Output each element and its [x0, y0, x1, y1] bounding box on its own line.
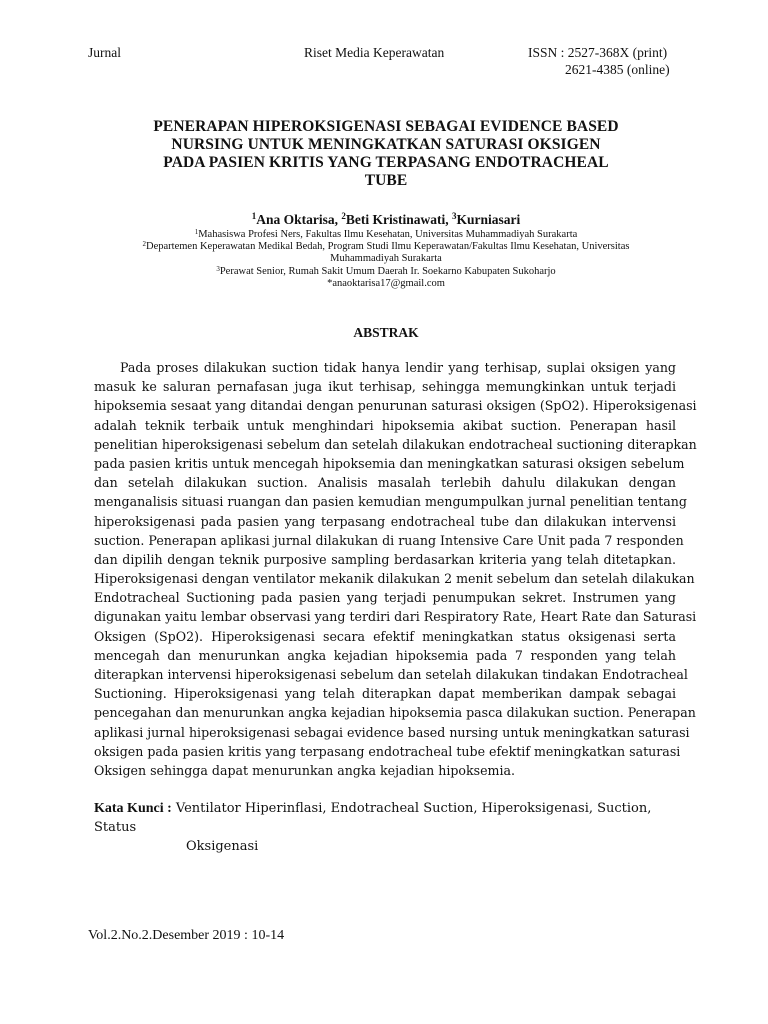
- title-line: PENERAPAN HIPEROKSIGENASI SEBAGAI EVIDENCE BASED: [153, 118, 619, 135]
- affil-text: Mahasiswa Profesi Ners, Fakultas Ilmu Kesehatan, Universitas Muhammadiyah Surakarta: [198, 229, 578, 240]
- header-journal-label: Jurnal: [88, 45, 121, 60]
- abstract-heading: ABSTRAK: [353, 325, 419, 340]
- corresponding-email: *anaoktarisa17@gmail.com: [327, 277, 445, 289]
- affiliation-1: [88, 229, 684, 241]
- author-name: Ana Oktarisa,: [256, 212, 342, 227]
- abstract-line: Hiperoksigenasi dengan ventilator mekanik dilakukan 2 menit sebelum dan setelah dilakukan: [94, 571, 695, 587]
- abstract-line: suction. Penerapan aplikasi jurnal dilakukan di ruang Intensive Care Unit pada 7 responden: [94, 532, 684, 548]
- issn-print: ISSN : 2527-368X (print): [528, 45, 668, 60]
- abstract-line: aplikasi jurnal hiperoksigenasi sebagai evidence based nursing untuk meningkatkan saturasi: [94, 724, 690, 740]
- abstract-line: menganalisis situasi ruangan dan pasien kemudian mengumpulkan jurnal penelitian tentang: [94, 494, 687, 510]
- abstract-line: adalah teknik terbaik untuk menghindari hipoksemia akibat suction. Penerapan hasil: [94, 417, 676, 433]
- author-name: Beti Kristinawati,: [345, 212, 452, 227]
- affiliation-2-cont: Muhammadiyah Surakarta: [330, 253, 442, 265]
- abstract-line: digunakan yaitu lembar observasi yang terdiri dari Respiratory Rate, Heart Rate dan Saturasi: [94, 609, 697, 625]
- keywords: [94, 799, 684, 856]
- issn-online: 2621-4385 (online): [565, 62, 670, 77]
- header-journal-name: Riset Media Keperawatan: [304, 45, 445, 60]
- header-issn: [528, 44, 670, 78]
- abstract-line: masuk ke saluran pernafasan juga ikut terhisap, sehingga memungkinkan untuk terjadi: [94, 379, 676, 395]
- abstract-line: diterapkan intervensi hiperoksigenasi sebelum dan setelah dilakukan tindakan Endotracheal: [94, 667, 688, 682]
- affil-mark: 2: [142, 240, 147, 249]
- abstract-line: Oksigen (SpO2). Hiperoksigenasi secara efektif meningkatkan status oksigenasi serta: [94, 628, 676, 644]
- affiliation-2: [88, 241, 684, 253]
- page-footer: Vol.2.No.2.Desember 2019 : 10-14: [88, 928, 285, 943]
- abstract-line: Endotracheal Suctioning pada pasien yang terjadi penumpukan sekret. Instrumen yang: [94, 590, 676, 606]
- abstract-line: pada pasien kritis untuk mencegah hipoksemia dan meningkatkan saturasi oksigen sebelum: [94, 455, 685, 471]
- title-line: PADA PASIEN KRITIS YANG TERPASANG ENDOTRACHEAL: [163, 154, 609, 171]
- keywords-line-2: Oksigenasi: [186, 839, 259, 854]
- affiliation-3: [88, 266, 684, 278]
- abstract-line: penelitian hiperoksigenasi sebelum dan setelah dilakukan endotracheal suctioning diterapkan: [94, 436, 697, 452]
- keywords-text: Ventilator Hiperinflasi, Endotracheal Suction, Hiperoksigenasi, Suction, Status: [94, 801, 652, 835]
- abstract-line: hiperoksigenasi pada pasien yang terpasang endotracheal tube dan dilakukan intervensi: [94, 513, 676, 529]
- abstract-line: Suctioning. Hiperoksigenasi yang telah diterapkan dapat memberikan dampak sebagai: [94, 686, 676, 702]
- author-list: [88, 211, 684, 229]
- author-affil-mark: 3: [452, 211, 457, 221]
- title-line: TUBE: [364, 172, 408, 189]
- affil-text: Departemen Keperawatan Medikal Bedah, Program Studi Ilmu Keperawatan/Fakultas Ilmu Kesehatan, Universitas: [146, 241, 630, 253]
- affil-mark: 1: [194, 228, 199, 236]
- affiliations: [88, 229, 684, 290]
- abstract-line: pencegahan dan menurunkan angka kejadian hipoksemia pasca dilakukan suction. Penerapan: [94, 705, 696, 721]
- author-affil-mark: 2: [341, 211, 346, 221]
- abstract-line: hipoksemia sesaat yang ditandai dengan penurunan saturasi oksigen (SpO2). Hiperoksigenasi: [94, 398, 697, 414]
- abstract-body: [94, 358, 697, 780]
- abstract-line: mencegah dan menurunkan angka kejadian hipoksemia pada 7 responden yang telah: [94, 647, 676, 663]
- abstract-line: oksigen pada pasien kritis yang terpasang endotracheal tube efektif meningkatkan saturasi: [94, 743, 681, 759]
- author-affil-mark: 1: [251, 211, 257, 221]
- keywords-label: Kata Kunci :: [94, 801, 172, 816]
- affil-text: Perawat Senior, Rumah Sakit Umum Daerah Ir. Soekarno Kabupaten Sukoharjo: [219, 265, 556, 277]
- author-name: Kurniasari: [456, 212, 521, 227]
- title-line: NURSING UNTUK MENINGKATKAN SATURASI OKSIGEN: [171, 136, 601, 153]
- abstract-line: dan setelah dilakukan suction. Analisis masalah terlebih dahulu dilakukan dengan: [94, 475, 676, 491]
- abstract-line: Pada proses dilakukan suction tidak hanya lendir yang terhisap, suplai oksigen yang: [120, 360, 676, 375]
- affil-mark: 3: [216, 264, 220, 273]
- paper-title: [96, 118, 676, 190]
- abstract-line: dan dipilih dengan teknik purposive sampling berdasarkan kriteria yang telah ditetapkan.: [94, 551, 676, 567]
- abstract-line: Oksigen sehingga dapat menurunkan angka kejadian hipoksemia.: [94, 762, 516, 778]
- keywords-line-1: [94, 799, 684, 837]
